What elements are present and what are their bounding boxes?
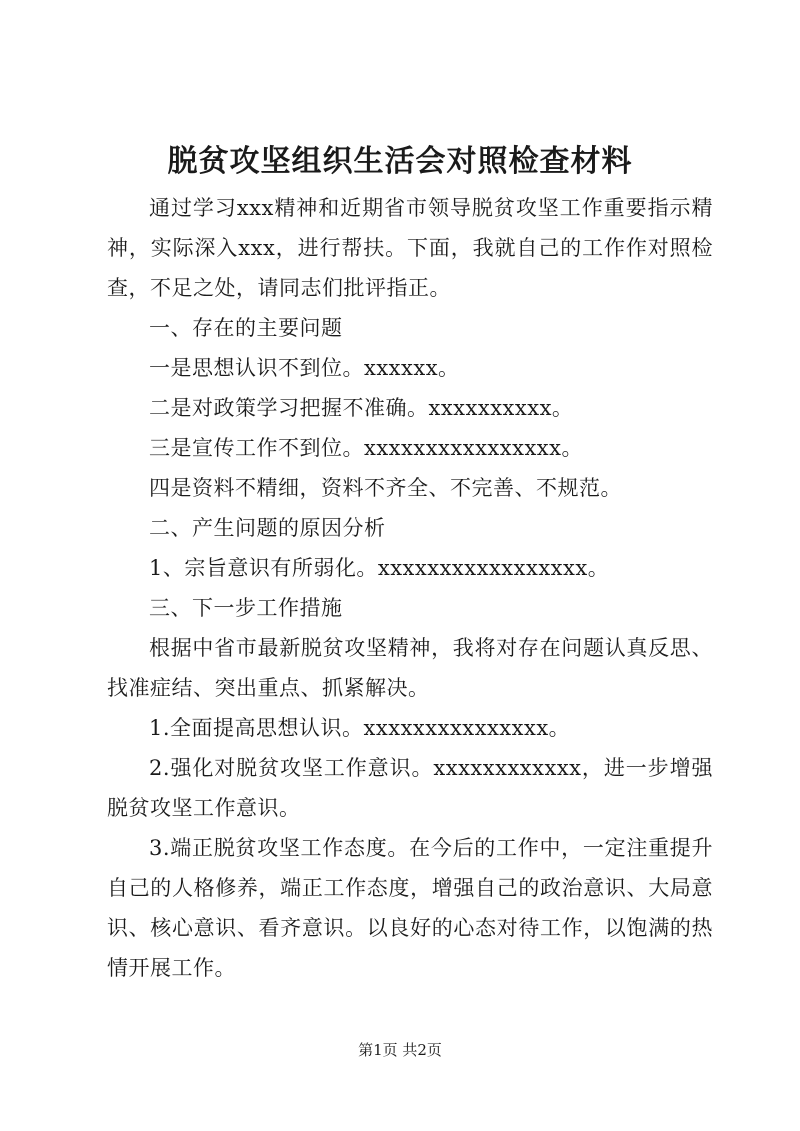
list-item: 一是思想认识不到位。xxxxxx。 — [149, 356, 460, 380]
document-body — [107, 188, 713, 988]
section-heading-causes: 二、产生问题的原因分析 — [149, 516, 386, 540]
list-item: 四是资料不精细，资料不齐全、不完善、不规范。 — [149, 476, 622, 500]
section-heading-measures: 三、下一步工作措施 — [149, 596, 343, 620]
list-item: 2.强化对脱贫攻坚工作意识。xxxxxxxxxxxx，进一步增强脱贫攻坚工作意识。 — [107, 756, 713, 820]
page-number-footer: 第1页 共2页 — [358, 1041, 442, 1059]
list-item: 三是宣传工作不到位。xxxxxxxxxxxxxxxx。 — [149, 436, 583, 460]
document-title: 脱贫攻坚组织生活会对照检查材料 — [167, 144, 633, 179]
list-item: 1.全面提高思想认识。xxxxxxxxxxxxxxx。 — [149, 716, 571, 740]
paragraph-measures-intro: 根据中省市最新脱贫攻坚精神，我将对存在问题认真反思、找准症结、突出重点、抓紧解决。 — [107, 636, 713, 700]
section-heading-problems: 一、存在的主要问题 — [149, 316, 343, 340]
list-item: 3.端正脱贫攻坚工作态度。在今后的工作中，一定注重提升自己的人格修养，端正工作态度，增强自己的政治意识、大局意识、核心意识、看齐意识。以良好的心态对待工作，以饱满的热情开展工作。 — [107, 836, 713, 980]
paragraph-intro: 通过学习xxx精神和近期省市领导脱贫攻坚工作重要指示精神，实际深入xxx，进行帮扶。下面，我就自己的工作作对照检查，不足之处，请同志们批评指正。 — [107, 196, 713, 300]
list-item: 1、宗旨意识有所弱化。xxxxxxxxxxxxxxxxx。 — [149, 556, 610, 580]
list-item: 二是对政策学习把握不准确。xxxxxxxxxx。 — [149, 396, 574, 420]
